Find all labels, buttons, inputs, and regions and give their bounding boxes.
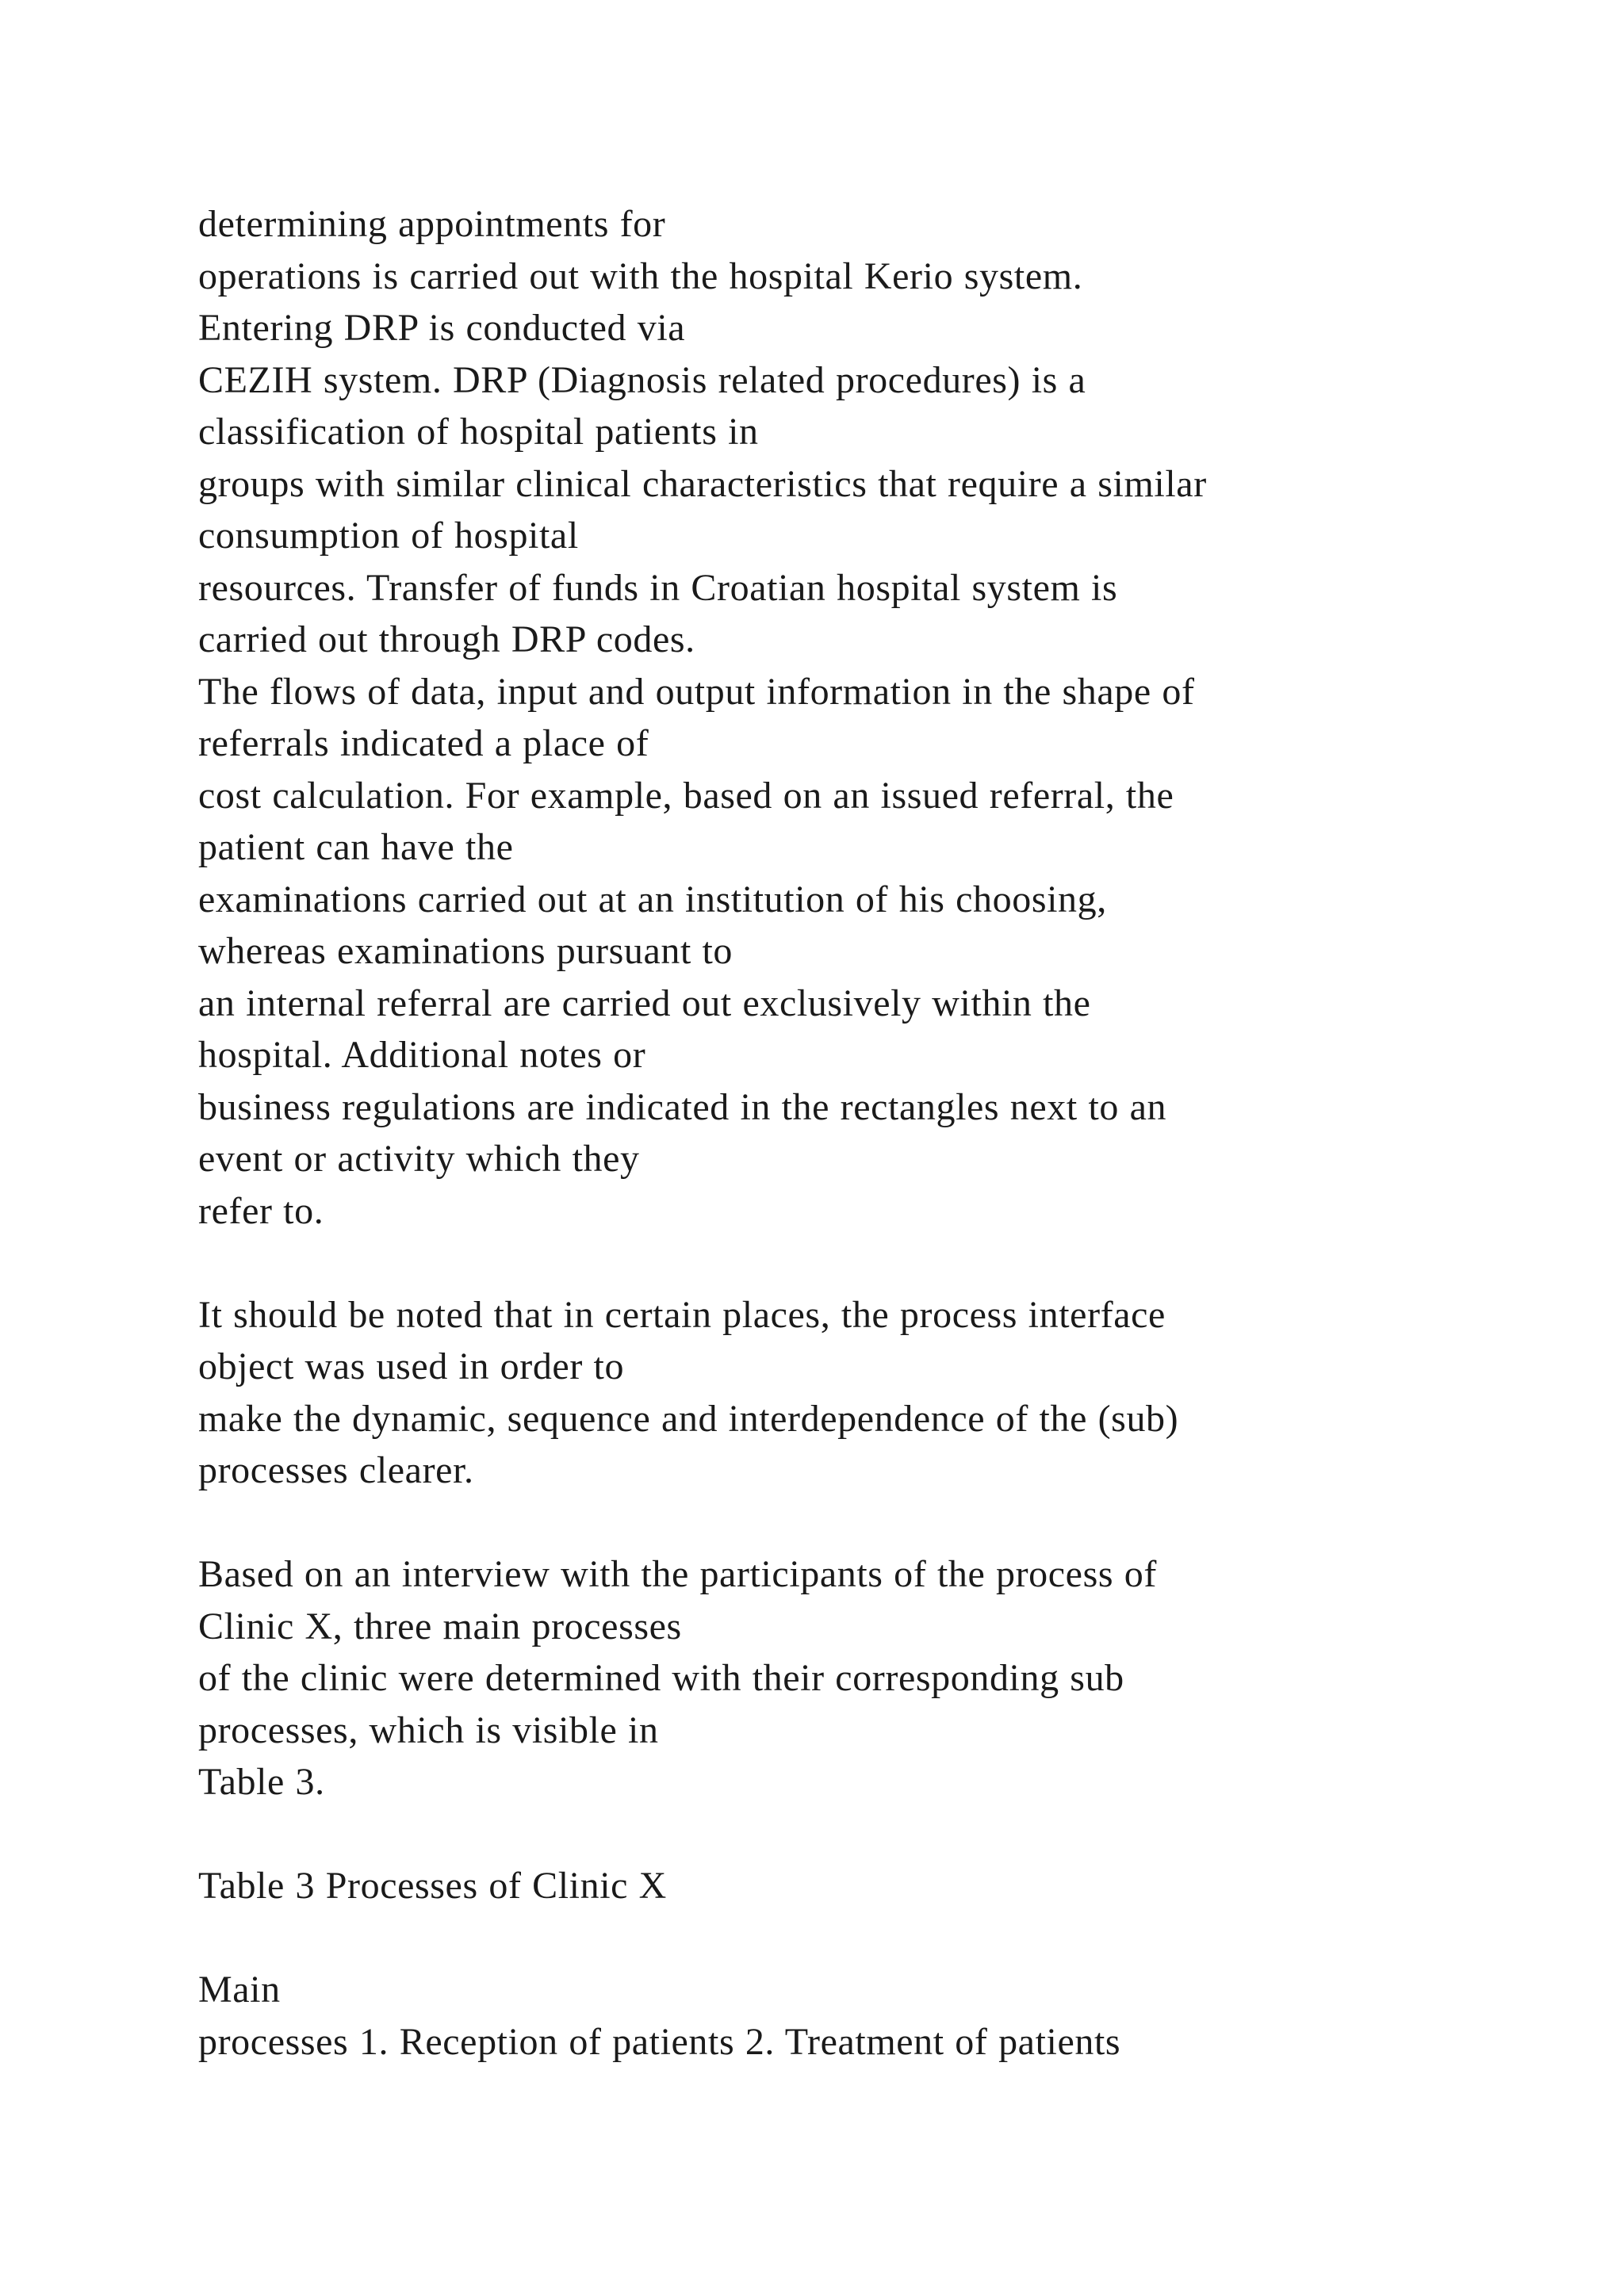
table-header-main: Main	[198, 1969, 281, 2011]
text-line: operations is carried out with the hospital Kerio system.	[198, 254, 1083, 297]
text-line: groups with similar clinical characteristics that require a similar	[198, 462, 1207, 505]
text-line: examinations carried out at an institution of his choosing,	[198, 878, 1107, 920]
text-line: refer to.	[198, 1189, 324, 1232]
text-line: resources. Transfer of funds in Croatian hospital system is	[198, 566, 1118, 609]
text-line: referrals indicated a place of	[198, 722, 649, 764]
text-line: business regulations are indicated in the rectangles next to an	[198, 1085, 1167, 1128]
text-line: make the dynamic, sequence and interdependence of the (sub)	[198, 1397, 1179, 1440]
text-line: Entering DRP is conducted via	[198, 307, 686, 349]
text-line: patient can have the	[198, 826, 514, 868]
body-text	[198, 198, 1546, 2068]
paragraph-break	[198, 1497, 1546, 1549]
paragraph-break	[198, 1912, 1546, 1965]
text-line: object was used in order to	[198, 1345, 625, 1387]
text-line: consumption of hospital	[198, 515, 579, 557]
text-line: It should be noted that in certain places, the process interface	[198, 1293, 1166, 1336]
text-line: of the clinic were determined with their corresponding sub	[198, 1657, 1124, 1699]
text-line: Clinic X, three main processes	[198, 1605, 682, 1647]
text-line: Based on an interview with the participants of the process of	[198, 1553, 1157, 1595]
text-line: determining appointments for	[198, 203, 666, 245]
text-line: an internal referral are carried out exclusively within the	[198, 982, 1091, 1024]
text-line: The flows of data, input and output information in the shape of	[198, 670, 1195, 713]
text-line: classification of hospital patients in	[198, 411, 759, 453]
paragraph-break	[198, 1237, 1546, 1289]
text-line: whereas examinations pursuant to	[198, 930, 733, 972]
text-line: CEZIH system. DRP (Diagnosis related procedures) is a	[198, 358, 1086, 401]
table-caption: Table 3 Processes of Clinic X	[198, 1865, 667, 1907]
text-line: event or activity which they	[198, 1138, 640, 1180]
paragraph-break	[198, 1808, 1546, 1861]
text-line: cost calculation. For example, based on an issued referral, the	[198, 774, 1174, 817]
text-line: processes, which is visible in	[198, 1709, 659, 1751]
text-line: carried out through DRP codes.	[198, 618, 695, 660]
table-row-processes: processes 1. Reception of patients 2. Treatment of patients	[198, 2020, 1121, 2063]
text-line: Table 3.	[198, 1761, 325, 1803]
text-line: hospital. Additional notes or	[198, 1034, 646, 1076]
text-line: processes clearer.	[198, 1449, 474, 1491]
